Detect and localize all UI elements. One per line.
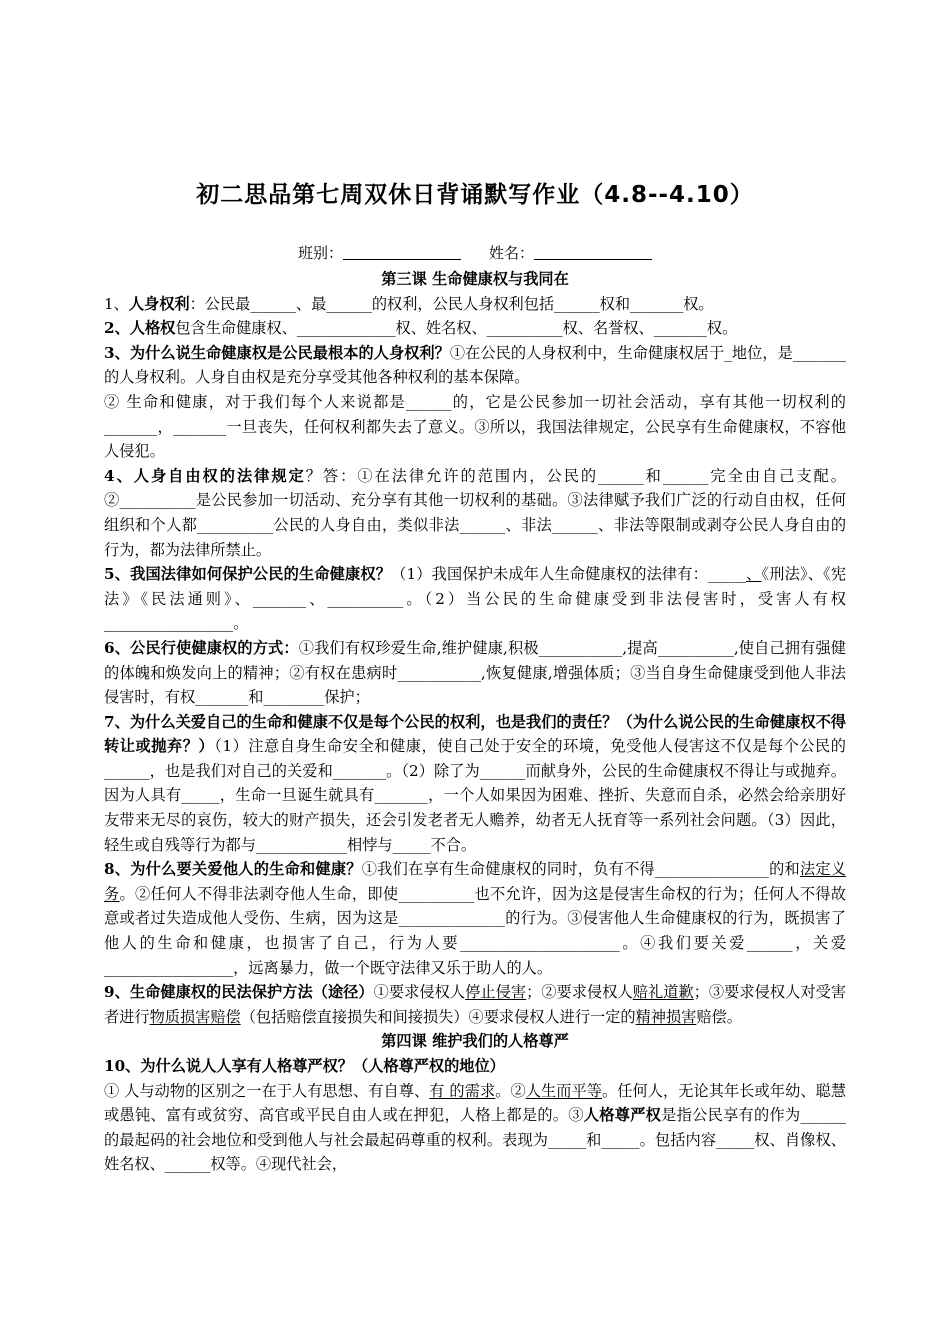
text-run: 《刑法》、《宪法》《民法通则》、_______、__________。（2）当公民的生命健康受到非法侵害时，受害人有权_________________。 <box>104 565 847 633</box>
bold-text: 4、人身自由权的法律规定 <box>104 466 306 485</box>
item-3 <box>104 341 846 390</box>
text-run: （包括赔偿直接损失和间接损失）④要求侵权人进行一定的 <box>240 1007 636 1026</box>
text-run: ② 生命和健康，对于我们每个人来说都是______的，它是公民参加一切社会活动，享有其他一切权利的_______，_______一旦丧失，任何权利都失去了意义。③所以，我国法律规定，公民享有生命健康权，不容他人侵犯。 <box>104 392 846 461</box>
student-info-line <box>0 242 950 263</box>
text-run: 是指公民享有的作为______的最起码的社会地位和受到他人与社会最起码尊重的权利。表现为_____和_____。包括内容_____权、肖像权、姓名权、______权等。④现代社会， <box>104 1106 847 1174</box>
underlined-text: 物质损害赔偿 <box>149 1007 241 1026</box>
name-label: 姓名： <box>489 244 535 262</box>
bold-text: 8、为什么要关爱他人的生命和健康？ <box>104 860 362 879</box>
item-8 <box>104 857 846 980</box>
text-run: （1）我国保护未成年人生命健康权的法律有：_____ <box>391 565 746 584</box>
text-run: ；②要求侵权人 <box>526 983 633 1002</box>
bold-text: 9、生命健康权的民法保护方法（途径） <box>104 983 374 1002</box>
underlined-text: 精神损害 <box>635 1007 697 1026</box>
item-6 <box>104 636 846 710</box>
name-blank[interactable] <box>534 244 652 260</box>
bold-text: 6、公民行使健康权的方式： <box>104 638 299 657</box>
item-7 <box>104 710 846 858</box>
lesson3-heading: 第三课 生命健康权与我同在 <box>381 270 569 288</box>
text-run: 。任何人，无论其年长或年幼、聪慧或愚钝、富有或贫穷、高官或平民自由人或在押犯，人格上都是的。③ <box>104 1081 847 1125</box>
bold-text: 5、我国法律如何保护公民的生命健康权？ <box>104 565 392 584</box>
text-run: ①要求侵权人 <box>373 983 466 1002</box>
underlined-text: 停止侵害 <box>465 983 527 1002</box>
underlined-text: 有 的需求 <box>429 1081 496 1100</box>
bold-text: 7、为什么关爱自己的生命和健康不仅是每个公民的权利，也是我们的责任？（为什么说公民的生命健康权不得转让或抛弃？） <box>104 712 846 756</box>
bold-text: 人身权利 <box>128 294 190 313</box>
text-run: ①在公民的人身权利中，生命健康权居于_地位，是_______的人身权利。人身自由权是充分享受其他各种权利的基本保障。 <box>104 343 846 387</box>
item-3-cont <box>104 390 846 464</box>
text-run: 1、 <box>104 294 129 313</box>
item-1 <box>104 292 846 317</box>
text-run: 。②任何人不得非法剥夺他人生命，即使__________也不允许，因为这是侵害生命权的行为；任何人不得故意或者过失造成他人受伤、生病，因为这是______________的行为。③侵害他人生命健康权的行为，既损害了他人的生命和健康，也损害了自己，行为人要_____________________。④我们要关爱______，关爱_________________，远离暴力，做一个既守法律又乐于助人的人。 <box>104 884 847 977</box>
item-10-cont <box>104 1079 846 1177</box>
text-run: ？答：①在法律允许的范围内，公民的______和______完全由自己支配。②__________是公民参加一切活动、充分享有其他一切权利的基础。③法律赋予我们广泛的行动自由权，任何组织和个人都__________公民的人身自由，类似非法______、非法______、非法等限制或剥夺公民人身自由的行为，都为法律所禁止。 <box>104 466 846 559</box>
bold-text: 3、为什么说生命健康权是公民最根本的人身权利？ <box>104 343 450 362</box>
item-10 <box>104 1054 846 1079</box>
text-run: ① 人与动物的区别之一在于人有思想、有自尊、 <box>104 1081 430 1100</box>
underlined-text: 人生而平等 <box>525 1081 602 1100</box>
text-run: ①我们在享有生命健康权的同时，负有不得_______________的和 <box>361 860 800 879</box>
text-run: ①我们有权珍爱生命,维护健康,积极___________,提高__________,使自己拥有强健的体魄和焕发向上的精神；②有权在患病时___________,恢复健康,增强体质；③当自身生命健康受到他人非法侵害时，有权_______和________保护； <box>104 638 846 707</box>
class-label: 班别： <box>297 244 343 262</box>
underlined-text: 法定义务 <box>104 860 847 903</box>
bold-text: 人格尊严权 <box>583 1106 662 1125</box>
text-run: ：公民最______、最______的权利，公民人身权利包括______权和_______权。 <box>189 294 714 313</box>
page-title: 初二思品第七周双休日背诵默写作业（4.8--4.10） <box>196 182 754 208</box>
underlined-text: 、 <box>745 565 762 584</box>
worksheet-content <box>104 267 846 1177</box>
text-run: （1）注意自身生命安全和健康，使自己处于安全的环境，免受他人侵害这不仅是每个公民的______，也是我们对自己的关爱和_______。（2）除了为______而献身外，公民的生命健康权不得让与或抛弃。因为人具有_____，生命一旦诞生就具有_______，一个人如果因为困难、挫折、失意而自杀，必然会给亲朋好友带来无尽的哀伤，较大的财产损失，还会引发老者无人赡养，幼者无人抚育等一系列社会问题。（3）因此，轻生或自残等行为都与____________相悖与_____不合。 <box>104 737 846 854</box>
lesson4-heading: 第四课 维护我们的人格尊严 <box>381 1032 569 1051</box>
item-2 <box>104 316 846 341</box>
item-4 <box>104 464 846 562</box>
text-run: 。② <box>495 1081 526 1100</box>
text-run: 包含生命健康权、_____________权、姓名权、__________权、名誉权、_______权。 <box>175 319 738 338</box>
bold-text: 10、为什么说人人享有人格尊严权？（人格尊严权的地位） <box>104 1057 505 1075</box>
class-blank[interactable] <box>343 244 461 260</box>
text-run: ；③要求侵权人对受害者进行 <box>104 983 847 1026</box>
bold-text: 2、人格权 <box>104 319 176 338</box>
item-9 <box>104 980 846 1029</box>
text-run: 赔偿。 <box>696 1007 742 1026</box>
item-5 <box>104 562 846 636</box>
underlined-text: 赔礼道歉 <box>632 983 694 1002</box>
